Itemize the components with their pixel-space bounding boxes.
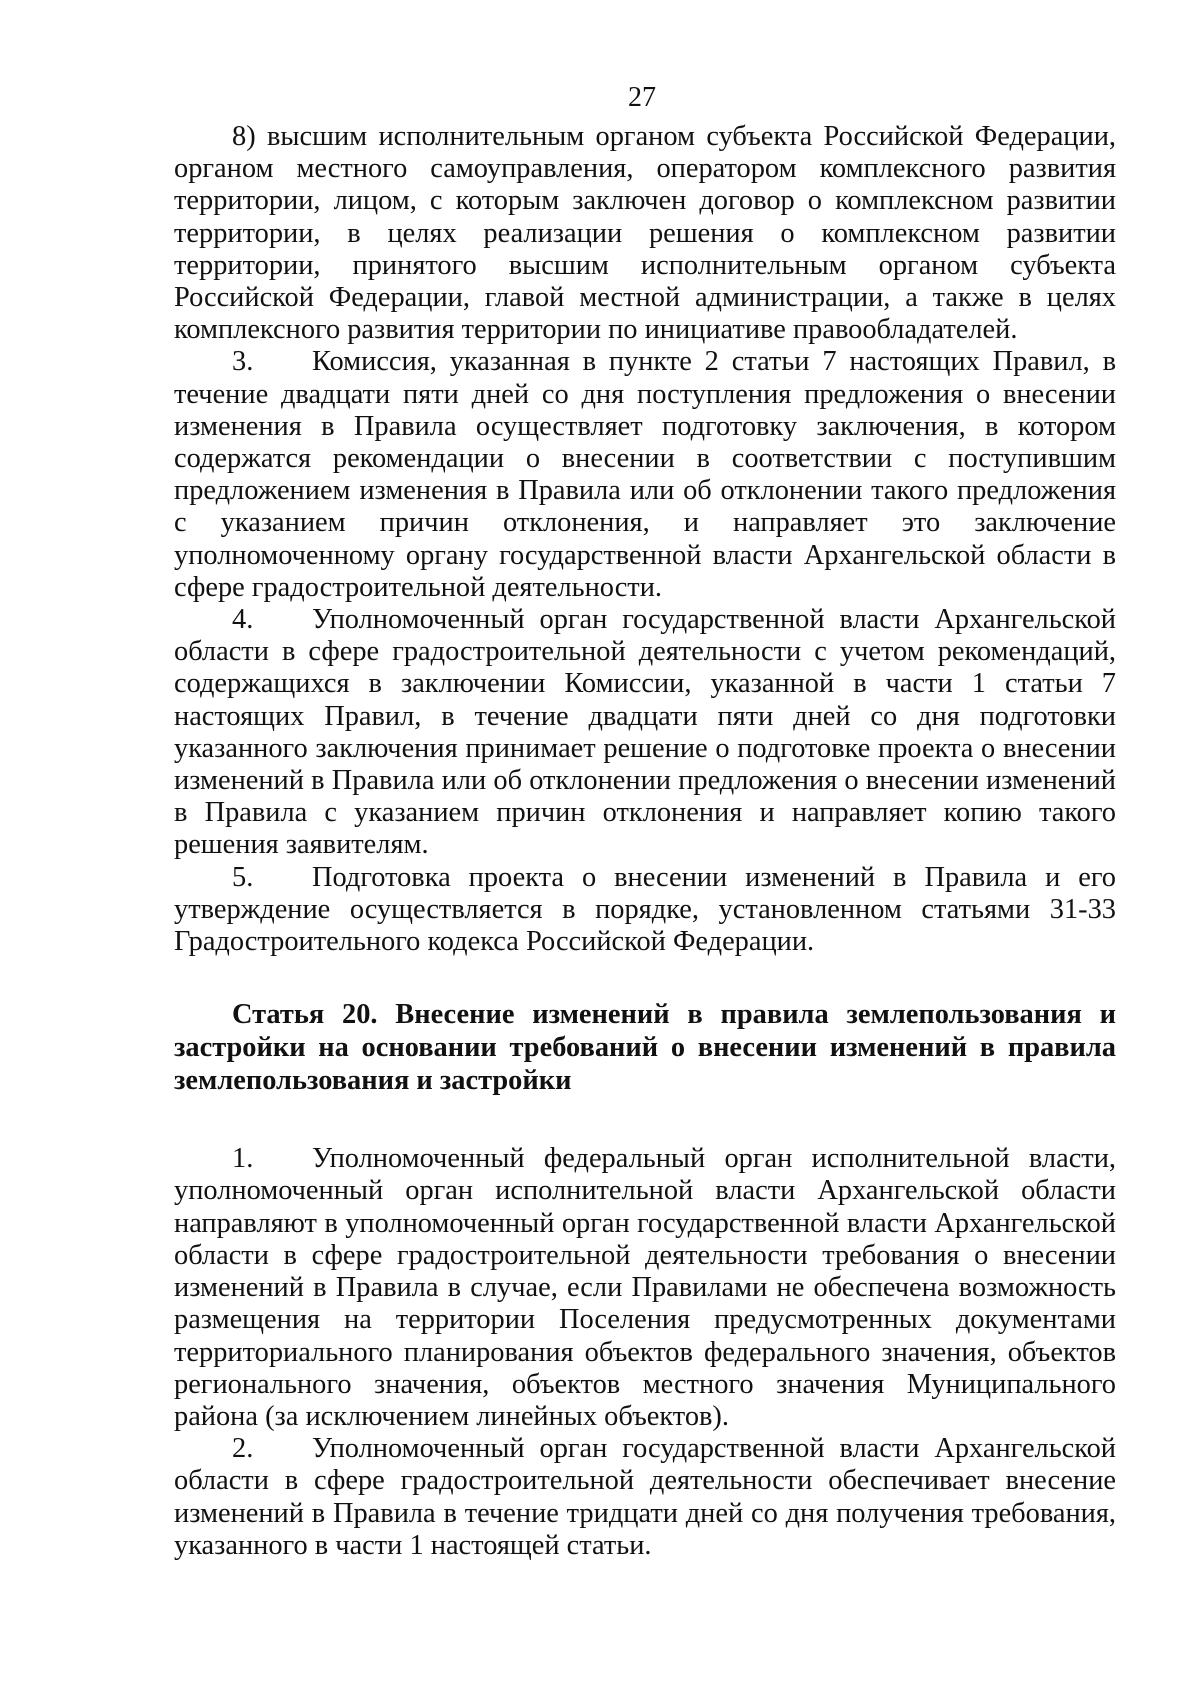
paragraph-5 [174, 862, 1116, 959]
paragraph-3 [174, 346, 1116, 604]
paragraph-number: 2. [232, 1433, 254, 1465]
paragraph-4 [174, 604, 1116, 862]
paragraph-text: Подготовка проекта о внесении изменений в Правила и его утверждение осуществляется в порядке, установленном статьями 31-33 Градостроительного кодекса Российской Федерации. [174, 861, 1116, 958]
paragraph-text: Уполномоченный орган государственной власти Архангельской области в сфере градостроительной деятельности обеспечивает внесение изменений в Правила в течение тридцати дней со дня получения требования, указанного в части 1 настоящей статьи. [174, 1433, 1116, 1561]
article-paragraph-2 [174, 1433, 1116, 1562]
paragraph-text: 8) высшим исполнительным органом субъекта Российской Федерации, органом местного самоуправления, оператором комплексного развития территории, лицом, с которым заключен договор о комплексном развитии территории, в целях реализации решения о комплексном развитии территории, принятого высшим исполнительным органом субъекта Российской Федерации, главой местной администрации, а также в целях комплексного развития территории по инициативе правообладателей. [174, 121, 1116, 346]
article-heading: Статья 20. Внесение изменений в правила землепользования и застройки на основании требований о внесении изменений в правила землепользования и застройки [174, 999, 1116, 1097]
paragraph-item-8 [174, 121, 1116, 346]
article-paragraph-1 [174, 1143, 1116, 1433]
paragraph-number: 5. [232, 861, 254, 893]
paragraph-number: 4. [232, 604, 254, 636]
paragraph-number: 3. [232, 346, 254, 378]
page-number: 27 [628, 82, 656, 113]
document-body [174, 121, 1116, 1562]
paragraph-text: Уполномоченный федеральный орган исполнительной власти, уполномоченный орган исполнительной власти Архангельской области направляют в уполномоченный орган государственной власти Архангельской области в сфере градостроительной деятельности требования о внесении изменений в Правила в случае, если Правилами не обеспечена возможность размещения на территории Поселения предусмотренных документами территориального планирования объектов федерального значения, объектов регионального значения, объектов местного значения Муниципального района (за исключением линейных объектов). [174, 1143, 1116, 1432]
paragraph-number: 1. [232, 1143, 254, 1175]
paragraph-text: Уполномоченный орган государственной власти Архангельской области в сфере градостроительной деятельности с учетом рекомендаций, содержащихся в заключении Комиссии, указанной в части 1 статьи 7 настоящих Правил, в течение двадцати пяти дней со дня подготовки указанного заключения принимает решение о подготовке проекта о внесении изменений в Правила или об отклонении предложения о внесении изменений в Правила с указанием причин отклонения и направляет копию такого решения заявителям. [174, 604, 1116, 861]
paragraph-text: Комиссия, указанная в пункте 2 статьи 7 настоящих Правил, в течение двадцати пяти дней со дня поступления предложения о внесении изменения в Правила осуществляет подготовку заключения, в котором содержатся рекомендации о внесении в соответствии с поступившим предложением изменения в Правила или об отклонении такого предложения с указанием причин отклонения, и направляет это заключение уполномоченному органу государственной власти Архангельской области в сфере градостроительной деятельности. [174, 346, 1116, 603]
